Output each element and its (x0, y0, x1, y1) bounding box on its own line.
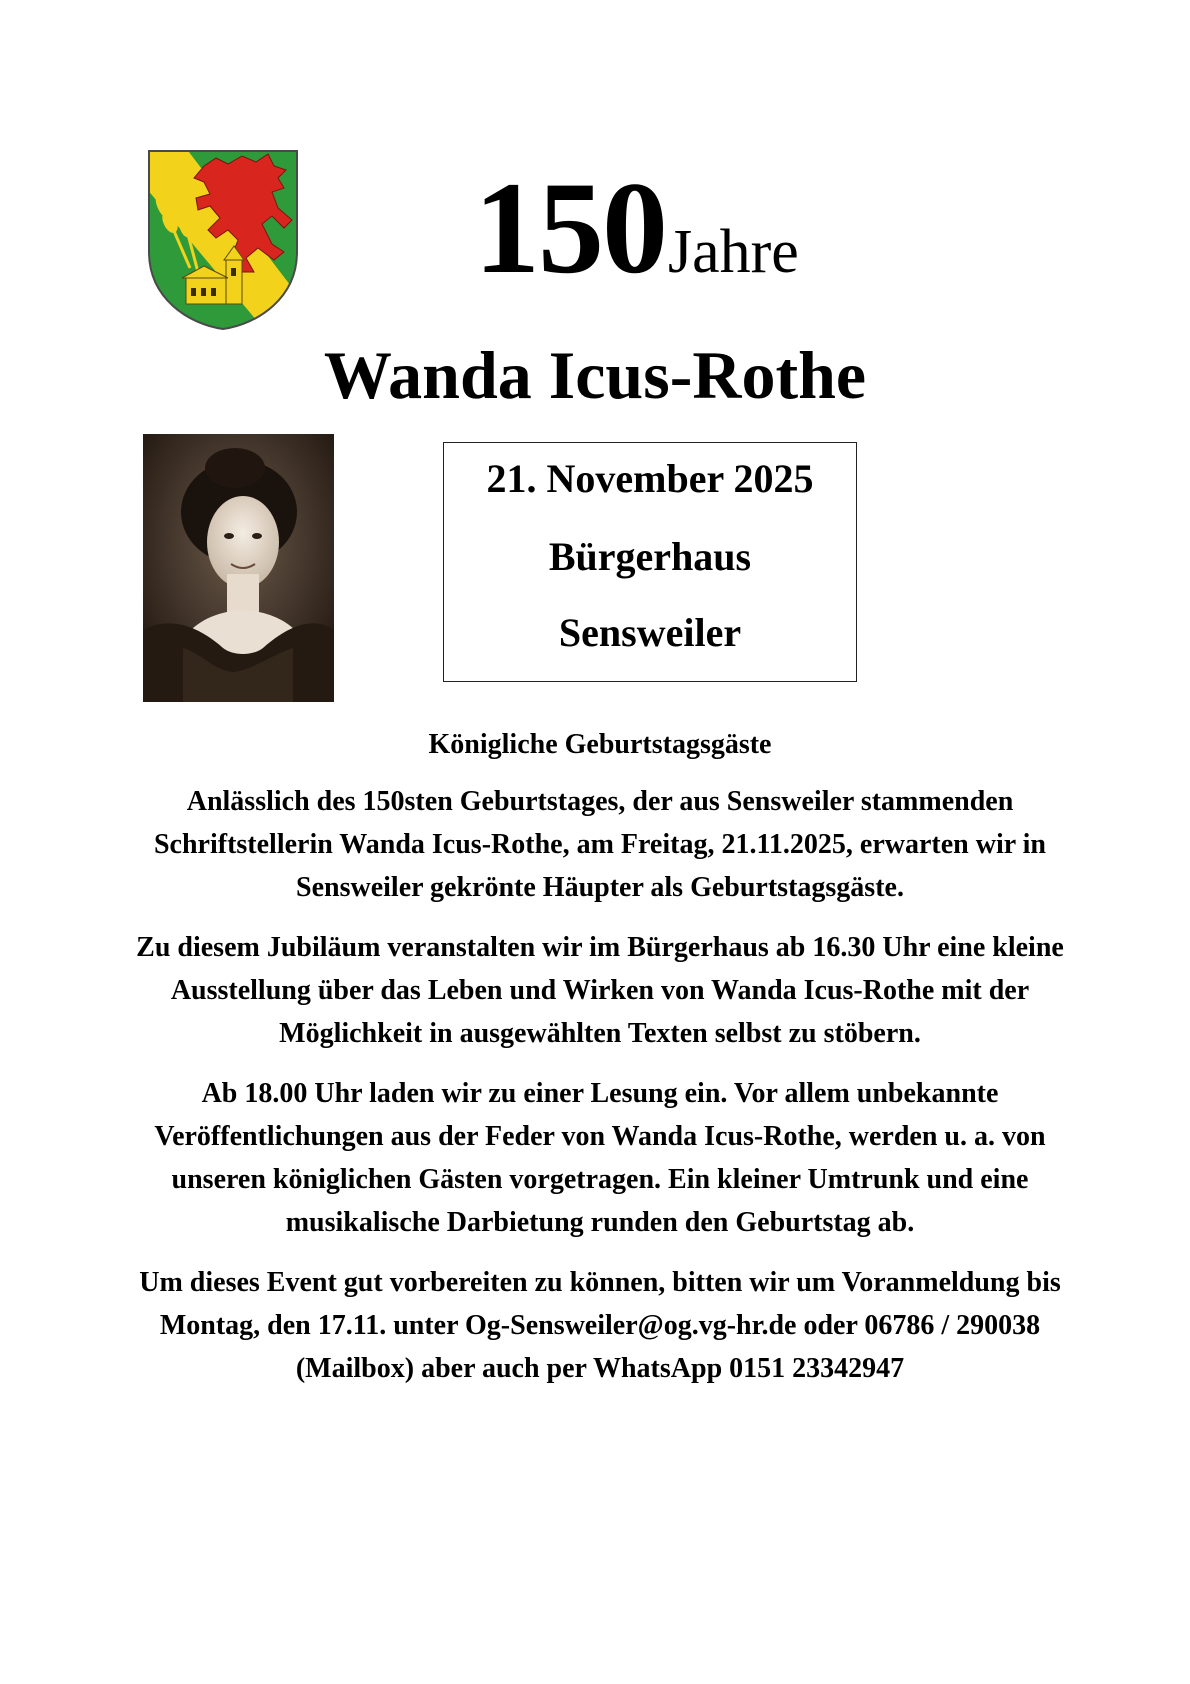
paragraph-reading: Ab 18.00 Uhr laden wir zu einer Lesung ein. Vor allem unbekannte Veröffentlichungen aus der Feder von Wanda Icus-Rothe, werden u. a. von unseren königlichen Gästen vorgetragen. Ein kleiner Umtrunk und eine musikalische Darbietung runden den Geburtstag ab. (154, 1078, 1046, 1238)
headline (474, 154, 799, 301)
event-date: 21. November 2025 (486, 456, 814, 501)
event-info-box (443, 442, 857, 682)
event-venue: Bürgerhaus (548, 534, 752, 579)
subheading: Königliche Geburtstagsgäste (428, 729, 772, 760)
portrait-image (143, 434, 334, 702)
paragraph-exhibition: Zu diesem Jubiläum veranstalten wir im Bürgerhaus ab 16.30 Uhr eine kleine Ausstellung über das Leben und Wirken von Wanda Icus-Rothe mit der Möglichkeit in ausgewählten Texten selbst zu stöbern. (136, 932, 1064, 1049)
author-name: Wanda Icus-Rothe (323, 337, 867, 413)
headline-number: 150 (474, 154, 666, 301)
coat-of-arms-icon (146, 148, 300, 332)
paragraph-announcement: Anlässlich des 150sten Geburtstages, der aus Sensweiler stammenden Schriftstellerin Wanda Icus-Rothe, am Freitag, 21.11.2025, erwarten wir in Sensweiler gekrönte Häupter als Geburtstagsgäste. (153, 786, 1047, 903)
event-town: Sensweiler (558, 610, 742, 655)
headline-word: Jahre (668, 218, 799, 286)
paragraph-registration: Um dieses Event gut vorbereiten zu können, bitten wir um Voranmeldung bis Montag, den 17.11. unter Og-Sensweiler@og.vg-hr.de oder 06786 / 290038 (Mailbox) aber auch per WhatsApp 0151 23342947 (139, 1267, 1061, 1384)
body-text (120, 723, 1080, 1407)
